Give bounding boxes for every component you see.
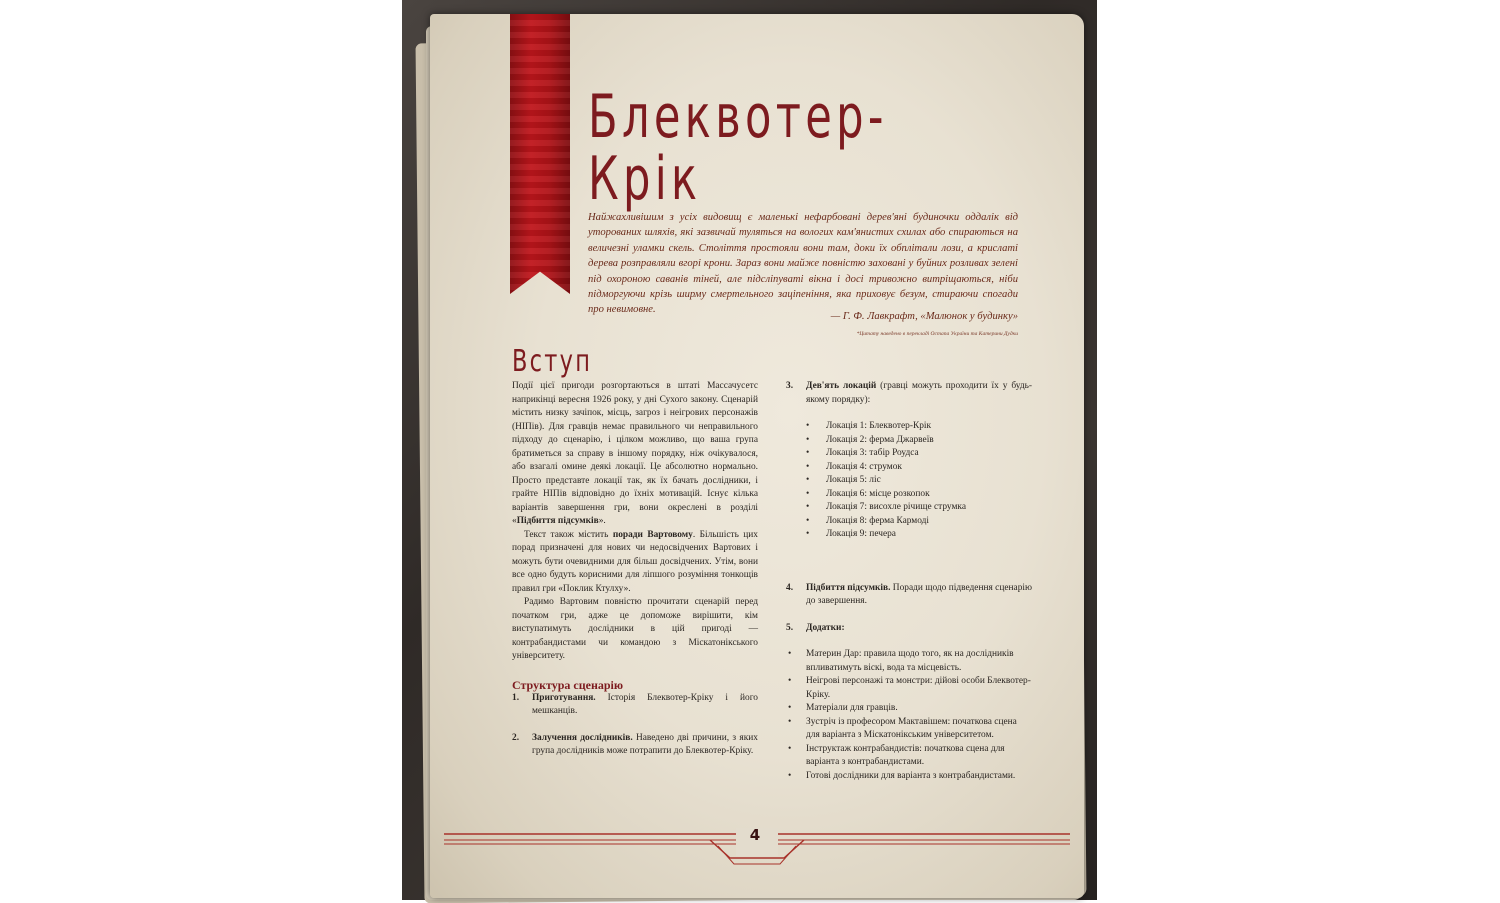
item-text [806, 380, 1032, 407]
list-item: • Інструктаж контрабандистів: початкова сцена для варіанта з контрабандистами. [786, 743, 1032, 770]
list-item: • Локація 4: струмок [806, 461, 1032, 475]
list-item: • Зустріч із професором Мактавішем: початкова сцена для варіанта з Міскатонікським університетом. [786, 716, 1032, 743]
text-run: Текст також містить [524, 529, 613, 540]
structure-item-1 [512, 692, 758, 719]
item-number: 3. [786, 381, 794, 391]
item-body: Наведено дві причини, з яких група дослідників може потрапити до Блеквотер-Кріку. [532, 732, 758, 756]
structure-item-4 [786, 582, 1032, 609]
list-item: • Неігрові персонажі та монстри: дійові особи Блеквотер-Кріку. [786, 675, 1032, 702]
item-text [806, 582, 1032, 609]
item-bold: Додатки: [806, 622, 845, 633]
list-item: • Локація 5: ліс [806, 474, 1032, 488]
left-column [512, 380, 758, 759]
location-list [786, 420, 1032, 542]
list-item: • Готові дослідники для варіанта з контрабандистами. [786, 770, 1032, 784]
item-bold: Підбиття підсумків. [806, 582, 891, 593]
epigraph: Найжахливішим з усіх видовищ є маленькі нефарбовані дерев'яні будиночки оддалік від уторованих шляхів, які зазвичай туляться на вологих кам'янистих схилах або спираються на величезні уламки скель. Століття простояли вони там, доки їх обплітали лози, а крислаті дерева розправляли вгорі крони. Зараз вони майже повністю заховані у буйних розливах зелені під охороною саванів тіней, але підсліпуваті вікна і досі тривожно витріщаються, ніби підморгуючи крізь ширму смертельного заціпеніння, яка приховує безум, стираючи спогади про невимовне. [588, 212, 1018, 316]
intro-paragraph-3: Радимо Вартовим повністю прочитати сценарій перед початком гри, адже це допоможе вирішити, кім виступатимуть дослідники в цій пригоді — контрабандистами чи командою з Міскатонікського університету. [512, 597, 758, 661]
structure-heading: Структура сценарію [512, 677, 624, 692]
bookmark-ribbon [510, 14, 570, 294]
item-body: (гравці можуть проходити їх у будь-якому порядку): [806, 381, 1032, 405]
bold-text: Підбиття підсумків [516, 516, 599, 526]
translation-note: *Цитату наведено в перекладі Остапа України та Катерини Дудки [856, 331, 1018, 337]
title-line-1: Блеквотер- [588, 82, 888, 152]
intro-paragraph-2 [512, 529, 758, 597]
right-column [786, 380, 1032, 783]
item-number: 4. [786, 582, 794, 593]
item-text [806, 622, 1032, 636]
item-number: 5. [786, 622, 794, 633]
page-title [588, 82, 905, 214]
item-body: Поради щодо підведення сценарію до завершення. [806, 582, 1032, 606]
text-run: Події цієї пригоди розгортаються в штаті Массачусетс наприкінці вересня 1926 року, у дні Сухого закону. Сценарій містить низку зачіпок, місць, загроз і неігрових персонажів (НІПів). Для гравців немає правильного чи неправильного підходу до сценарію, і цілком можливо, що ваша група братиметься за справу в іншому порядку, ніж очікувалося, або взагалі омине деякі локації. Це абсолютно нормально. Просто представте локації так, як їх бачать дослідники, і грайте НІПів відповідно до їхніх мотивацій. Існує кілька варіантів завершення гри, вони окреслені в розділі « [512, 381, 758, 526]
item-bold: Дев'ять локацій [806, 381, 877, 391]
bold-text: поради Вартовому [612, 529, 693, 540]
list-item: • Локація 2: ферма Джарвеїв [806, 434, 1032, 448]
list-item: • Локація 8: ферма Кармоді [806, 515, 1032, 529]
text-run: ». [598, 516, 606, 526]
list-item: • Материн Дар: правила щодо того, як на дослідників впливатимуть віскі, вода та місцевість. [786, 648, 1032, 675]
item-text [532, 692, 758, 719]
intro-paragraph-1 [512, 380, 758, 529]
list-item: • Матеріали для гравців. [786, 702, 1032, 716]
item-number: 1. [512, 692, 520, 703]
list-item: • Локація 1: Блеквотер-Крік [806, 420, 1032, 434]
intro-heading: Вступ [512, 344, 593, 379]
list-item: • Локація 9: печера [806, 528, 1032, 542]
structure-item-5 [786, 622, 1032, 636]
item-bold: Залучення дослідників. [532, 732, 633, 743]
page-number: 4 [749, 826, 761, 844]
text-run: . Більшість цих порад призначені для нових чи недосвідчених Вартових і можуть бути очевидними для більш досвідчених. Утім, вони все одно будуть корисними для ліпшого розуміння тонкощів правил гри «Поклик Ктулху». [512, 529, 758, 594]
item-bold: Приготування. [532, 692, 596, 703]
structure-item-2 [512, 732, 758, 759]
list-item: • Локація 6: місце розкопок [806, 488, 1032, 502]
structure-item-3 [786, 380, 1032, 407]
list-item: • Локація 3: табір Роудса [806, 447, 1032, 461]
list-item: • Локація 7: висохле річище струмка [806, 501, 1032, 515]
item-text [532, 732, 758, 759]
epigraph-attribution: — Г. Ф. Лавкрафт, «Малюнок у будинку» [830, 311, 1018, 322]
item-body: Історія Блеквотер-Кріку і його мешканців. [532, 692, 758, 716]
title-line-2: Крік [588, 144, 702, 214]
item-number: 2. [512, 732, 520, 743]
appendix-list [786, 648, 1032, 783]
